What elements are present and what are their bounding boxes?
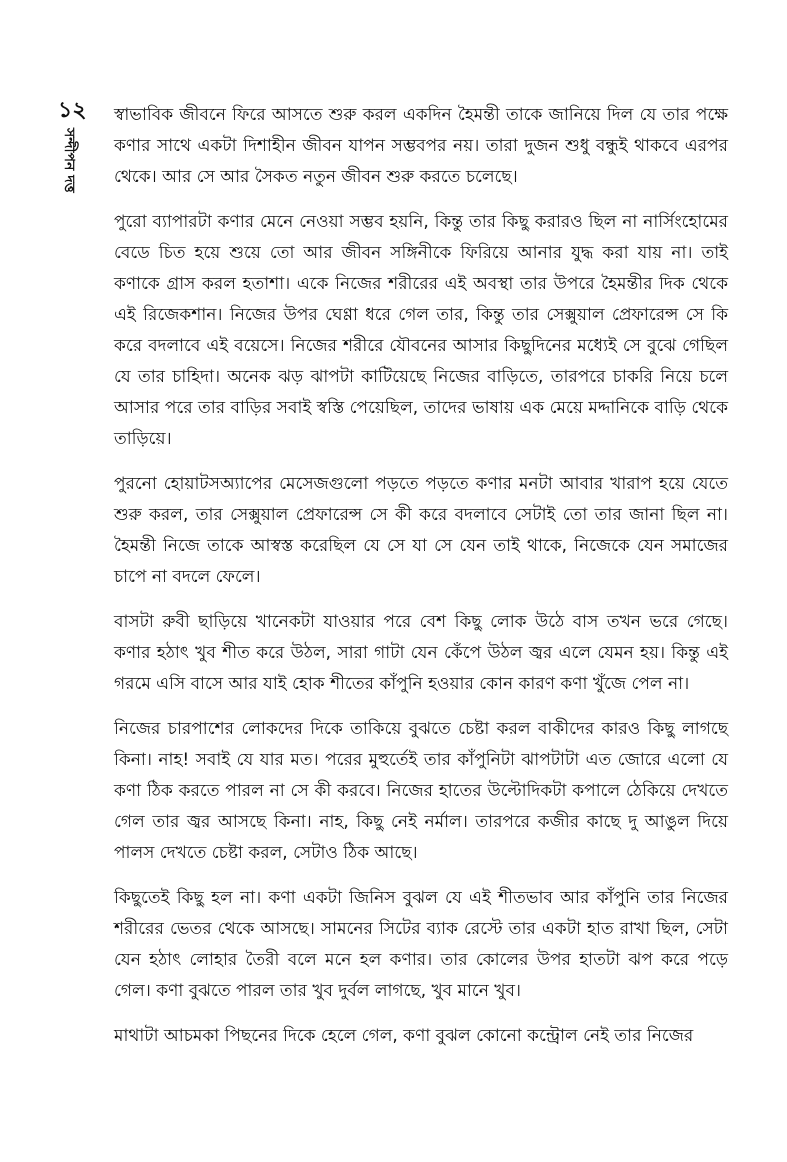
paragraph: স্বাভাবিক জীবনে ফিরে আসতে শুরু করল একদিন হৈমন্তী তাকে জানিয়ে দিল যে তার পক্ষে কণার সাথে একটা দিশাহীন জীবন যাপন সম্ভবপর নয়। তারা দুজন শুধু বন্ধুই থাকবে এরপর থেকে। আর সে আর সৈকত নতুন জীবন শুরু করতে চলেছে।	[114, 105, 728, 187]
running-head: সন্দীপন দত্ত	[61, 128, 77, 193]
paragraph: পুরনো হোয়াটসঅ্যাপের মেসেজগুলো পড়তে পড়তে কণার মনটা আবার খারাপ হয়ে যেতে শুরু করল, তার সেক্সুয়াল প্রেফারেন্স সে কী করে বদলাবে সেটাই তো তার জানা ছিল না। হৈমন্তী নিজে তাকে আস্বস্ত করেছিল যে সে যা সে যেন তাই থাকে, নিজেকে যেন সমাজের চাপে না বদলে ফেলে।	[114, 474, 728, 587]
paragraph: মাথাটা আচমকা পিছনের দিকে হেলে গেল, কণা বুঝল কোনো কন্ট্রোল নেই তার নিজের	[114, 1026, 694, 1046]
body-text	[114, 100, 728, 1066]
page-number: ১২	[58, 98, 87, 123]
paragraph: নিজের চারপাশের লোকদের দিকে তাকিয়ে বুঝতে চেষ্টা করল বাকীদের কারও কিছু লাগছে কিনা। নাহ! সবাই যে যার মত। পরের মুহুর্তেই তার কাঁপুনিটা ঝাপটাটা এত জোরে এলো যে কণা ঠিক করতে পারল না সে কী করবে। নিজের হাতের উল্টোদিকটা কপালে ঠেকিয়ে দেখতে গেল তার জ্বর আসছে কিনা। নাহ, কিছু নেই নর্মাল। তারপরে কজীর কাছে দু আঙুল দিয়ে পালস দেখতে চেষ্টা করল, সেটাও ঠিক আছে।	[114, 719, 728, 863]
paragraph: বাসটা রুবী ছাড়িয়ে খানেকটা যাওয়ার পরে বেশ কিছু লোক উঠে বাস তখন ভরে গেছে। কণার হঠাৎ খুব শীত করে উঠল, সারা গাটা যেন কেঁপে উঠল জ্বর এলে যেমন হয়। কিন্তু এই গরমে এসি বাসে আর যাই হোক শীতের কাঁপুনি হওয়ার কোন কারণ কণা খুঁজে পেল না।	[114, 612, 728, 694]
paragraph: কিছুতেই কিছু হল না। কণা একটা জিনিস বুঝল যে এই শীতভাব আর কাঁপুনি তার নিজের শরীরের ভেতর থেকে আসছে। সামনের সিটের ব্যাক রেস্টে তার একটা হাত রাখা ছিল, সেটা যেন হঠাৎ লোহার তৈরী বলে মনে হল কণার। তার কোলের উপর হাতটা ঝপ করে পড়ে গেল। কণা বুঝতে পারল তার খুব দুর্বল লাগছে, খুব মানে খুব।	[114, 888, 728, 1001]
paragraph: পুরো ব্যাপারটা কণার মেনে নেওয়া সম্ভব হয়নি, কিন্তু তার কিছু করারও ছিল না নার্সিংহোমের বেডে চিত হয়ে শুয়ে তো আর জীবন সঙ্গিনীকে ফিরিয়ে আনার যুদ্ধ করা যায় না। তাই কণাকে গ্রাস করল হতাশা। একে নিজের শরীরের এই অবস্থা তার উপরে হৈমন্তীর দিক থেকে এই রিজেকশান। নিজের উপর ঘেণ্ণা ধরে গেল তার, কিন্তু তার সেক্সুয়াল প্রেফারেন্স সে কি করে বদলাবে এই বয়েসে। নিজের শরীরে যৌবনের আসার কিছুদিনের মধ্যেই সে বুঝে গেছিল যে তার চাহিদা। অনেক ঝড় ঝাপটা কাটিয়েছে নিজের বাড়িতে, তারপরে চাকরি নিয়ে চলে আসার পরে তার বাড়ির সবাই স্বস্তি পেয়েছিল, তাদের ভাষায় এক মেয়ে মদ্দানিকে বাড়ি থেকে তাড়িয়ে।	[114, 212, 728, 449]
